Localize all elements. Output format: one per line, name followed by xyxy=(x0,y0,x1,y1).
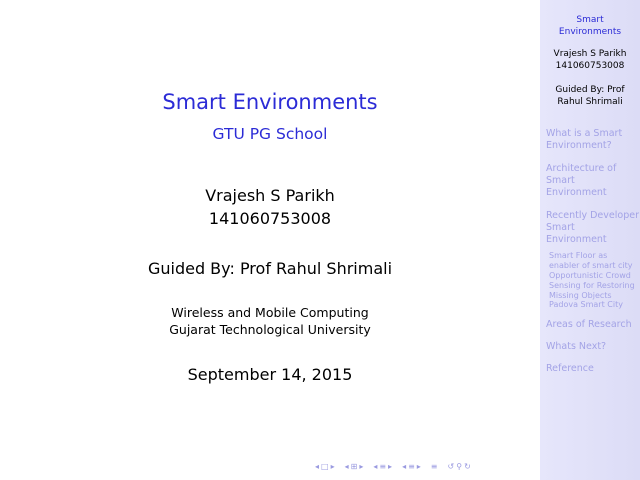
sidebar-section-what-is[interactable] xyxy=(546,128,640,152)
sidebar-section-line: Architecture of xyxy=(546,163,617,174)
appendix-icon[interactable]: ≡ xyxy=(408,462,415,471)
sidebar-navigation xyxy=(540,0,640,480)
align-icon[interactable]: ≡ xyxy=(430,462,438,471)
sidebar-title-line: Smart xyxy=(576,15,604,25)
institution-line-2: Gujarat Technological University xyxy=(169,322,371,337)
sidebar-subsection-line: Smart Floor as xyxy=(549,251,608,260)
sidebar-section-line: Recently Developer xyxy=(546,210,639,221)
sidebar-section-line: Smart xyxy=(546,175,575,186)
prev-appendix-icon[interactable]: ◂ xyxy=(402,462,407,471)
sidebar-title-line: Environments xyxy=(558,27,622,37)
sidebar-subsection-line: Missing Objects xyxy=(549,291,612,300)
subsection-icon[interactable]: ⊞ xyxy=(350,462,358,471)
sidebar-subsection-line: Opportunistic Crowd xyxy=(549,271,631,280)
next-subsection-icon[interactable]: ▸ xyxy=(359,462,364,471)
section-icon[interactable]: ≡ xyxy=(379,462,387,471)
sidebar-guide-line: Guided By: Prof xyxy=(555,85,625,95)
prev-subsection-icon[interactable]: ◂ xyxy=(344,462,349,471)
next-section-icon[interactable]: ▸ xyxy=(388,462,393,471)
guide-line: Guided By: Prof Rahul Shrimali xyxy=(147,259,393,278)
sidebar-section-areas-of-research[interactable]: Areas of Research xyxy=(546,319,632,330)
prev-section-icon[interactable]: ◂ xyxy=(373,462,378,471)
first-frame-icon[interactable]: ◂ xyxy=(315,462,320,471)
presentation-date: September 14, 2015 xyxy=(187,365,353,384)
prev-frame-icon[interactable]: □ xyxy=(321,462,329,471)
next-frame-icon[interactable]: ▸ xyxy=(330,462,335,471)
beamer-navigation-bar xyxy=(315,461,471,473)
sidebar-subsection-smart-floor[interactable] xyxy=(549,251,640,271)
forward-icon[interactable]: ↻ xyxy=(464,462,471,471)
sidebar-section-line: Environment xyxy=(546,187,607,198)
sidebar-author xyxy=(540,48,640,72)
sidebar-section-reference[interactable]: Reference xyxy=(546,363,594,374)
sidebar-subsection-crowd-sensing[interactable] xyxy=(549,271,640,301)
sidebar-subsection-line: Padova Smart City xyxy=(549,300,623,309)
sidebar-section-recently-developer[interactable] xyxy=(546,210,640,246)
sidebar-section-line: Smart xyxy=(546,222,575,233)
sidebar-author-line: 141060753008 xyxy=(555,61,625,71)
author-id: 141060753008 xyxy=(208,209,332,228)
search-icon[interactable]: ⚲ xyxy=(456,462,463,471)
sidebar-section-line: Environment? xyxy=(546,140,612,151)
sidebar-title[interactable] xyxy=(540,14,640,38)
institution-line-1: Wireless and Mobile Computing xyxy=(171,305,369,320)
sidebar-guide xyxy=(540,84,640,108)
sidebar-guide-line: Rahul Shrimali xyxy=(557,97,623,107)
sidebar-subsection-line: enabler of smart city xyxy=(549,261,633,270)
sidebar-author-line: Vrajesh S Parikh xyxy=(553,49,627,59)
author-name: Vrajesh S Parikh xyxy=(205,186,335,205)
sidebar-section-architecture[interactable] xyxy=(546,163,640,199)
sidebar-section-line: What is a Smart xyxy=(546,128,623,139)
sidebar-subsection-line: Sensing for Restoring xyxy=(549,281,635,290)
sidebar-section-line: Environment xyxy=(546,234,607,245)
presentation-title: Smart Environments xyxy=(162,90,378,114)
next-appendix-icon[interactable]: ▸ xyxy=(416,462,421,471)
sidebar-subsection-padova[interactable] xyxy=(549,300,640,310)
presentation-subtitle: GTU PG School xyxy=(212,125,328,143)
sidebar-section-whats-next[interactable]: Whats Next? xyxy=(546,341,607,352)
back-icon[interactable]: ↺ xyxy=(447,462,455,471)
